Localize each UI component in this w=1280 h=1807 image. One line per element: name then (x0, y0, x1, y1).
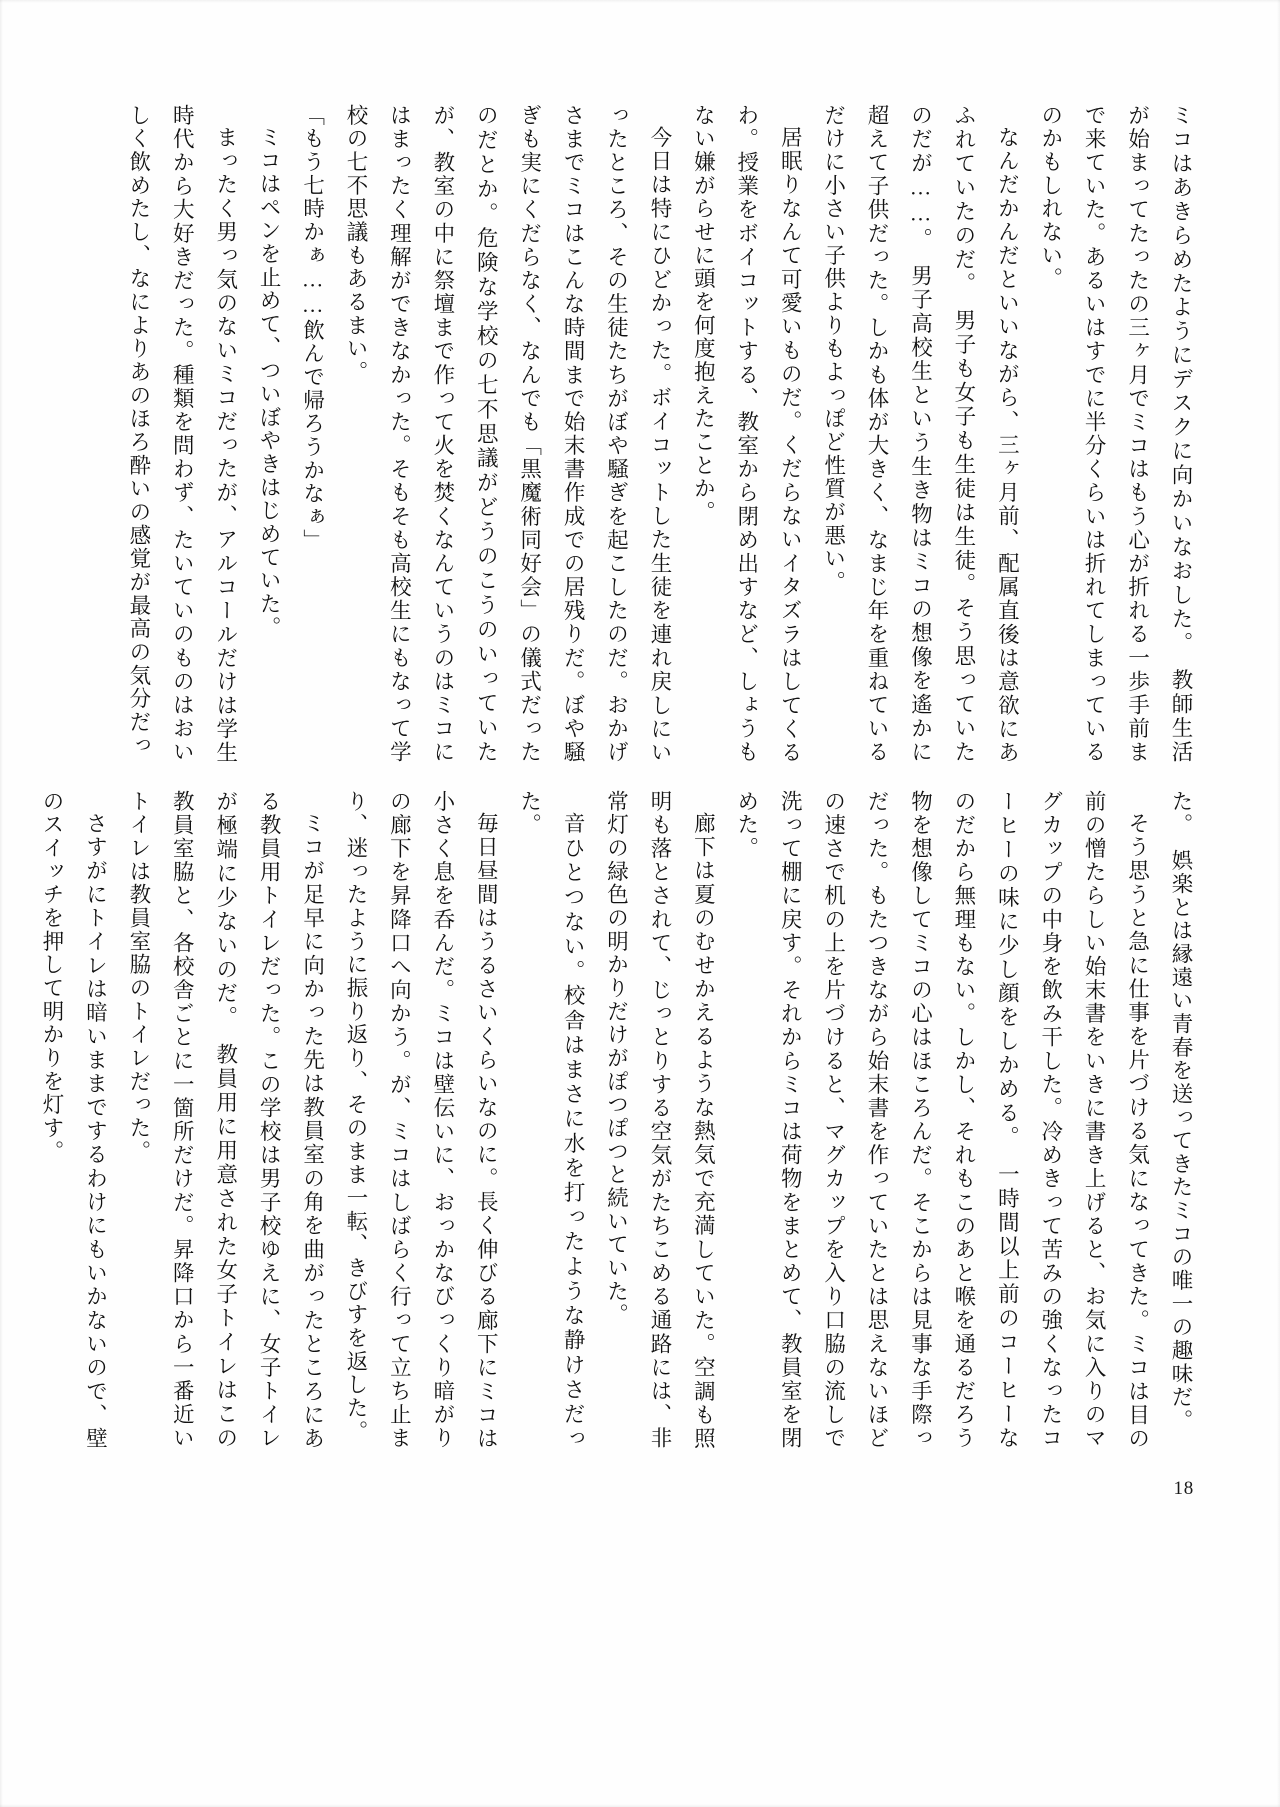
paragraph: まったく男っ気のないミコだったが、アルコールだけは学生時代から大好きだった。種類を問わず、たいていのものはおいしく飲めたし、なによりあのほろ酔いの感覚が最高の気分だっ (126, 104, 238, 764)
paragraph-dialogue: 「もう七時かぁ……飲んで帰ろうかなぁ」 (300, 104, 325, 553)
paragraph: ミコが足早に向かった先は教員室の角を曲がったところにある教員用トイレだった。この学校は男子校ゆえに、女子トイレが極端に少ないのだ。 教員用に用意された女子トイレはこの教員室脇と、各校舎ごとに一箇所だけだ。昇降口から一番近いトイレは教員室脇のトイレだった。 (126, 790, 325, 1450)
paragraph: ミコはペンを止めて、ついぼやきはじめていた。 (257, 125, 282, 639)
paragraph: た。 娯楽とは縁遠い青春を送ってきたミコの唯一の趣味だ。 (1169, 790, 1193, 1433)
paragraph: 居眠りなんて可愛いものだ。くだらないイタズラはしてくるわ。授業をボイコットする、教室から閉め出すなど、しょうもない嫌がらせに頭を何度抱えたことか。 (691, 104, 803, 764)
paragraph: 廊下は夏のむせかえるような熱気で充満していた。空調も照明も落とされて、じっとりする空気がたちこめる通路には、非常灯の緑色の明かりだけがぽつぽつと続いていた。 (604, 790, 716, 1450)
page-number: 18 (1173, 1478, 1194, 1499)
body-text-block-upper (112, 104, 1202, 764)
paragraph: さすがにトイレは暗いままでするわけにもいかないので、壁のスイッチを押して明かりを灯す。 (40, 790, 108, 1450)
paragraph: そう思うと急に仕事を片づける気になってきた。ミコは目の前の憎たらしい始末書をいきに書き上げると、お気に入りのマグカップの中身を飲み干した。冷めきって苦みの強くなったコーヒーの味に少し顔をしかめる。 一時間以上前のコーヒーなのだから無理もない。しかし、それもこのあと喉を通るだろう物を想像してミコの心はほころんだ。そこからは見事な手際っだった。もたつきながら始末書を作っていたとは思えないほどの速さで机の上を片づけると、マグカップを入り口脇の流しで洗って棚に戻す。それからミコは荷物をまとめて、教員室を閉めた。 (734, 790, 1150, 1450)
paragraph: ミコはあきらめたようにデスクに向かいなおした。 教師生活が始まってたったの三ヶ月でミコはもう心が折れる一歩手前まで来ていた。あるいはすでに半分くらいは折れてしまっているのかもしれない。 (1038, 104, 1193, 764)
body-text-block-lower (40, 790, 1202, 1450)
paragraph: 今日は特にひどかった。ボイコットした生徒を連れ戻しにいったところ、その生徒たちがぼや騒ぎを起こしたのだ。おかげさまでミコはこんな時間まで始末書作成での居残りだ。ぼや騒ぎも実にくだらなく、なんでも「黒魔術同好会」の儀式だったのだとか。危険な学校の七不思議がどうのこうのいっていたが、教室の中に祭壇まで作って火を焚くなんていうのはミコにはまったく理解ができなかった。そもそも高校生にもなって学校の七不思議もあるまい。 (343, 104, 672, 764)
paragraph: なんだかんだといいながら、三ヶ月前、配属直後は意欲にあふれていたのだ。 男子も女子も生徒は生徒。そう思っていたのだが……。 男子高校生という生き物はミコの想像を遙かに超えて子供だった。しかも体が大きく、なまじ年を重ねているだけに小さい子供よりもよっぽど性質が悪い。 (821, 104, 1020, 764)
paragraph: 毎日昼間はうるさいくらいなのに。長く伸びる廊下にミコは小さく息を呑んだ。ミコは壁伝いに、おっかなびっくり暗がりの廊下を昇降口へ向かう。が、ミコはしばらく行って立ち止まり、迷ったように振り返り、そのまま一転、きびすを返した。 (343, 790, 499, 1450)
paragraph: 音ひとつない。校舎はまさに水を打ったような静けさだった。 (517, 790, 586, 1450)
